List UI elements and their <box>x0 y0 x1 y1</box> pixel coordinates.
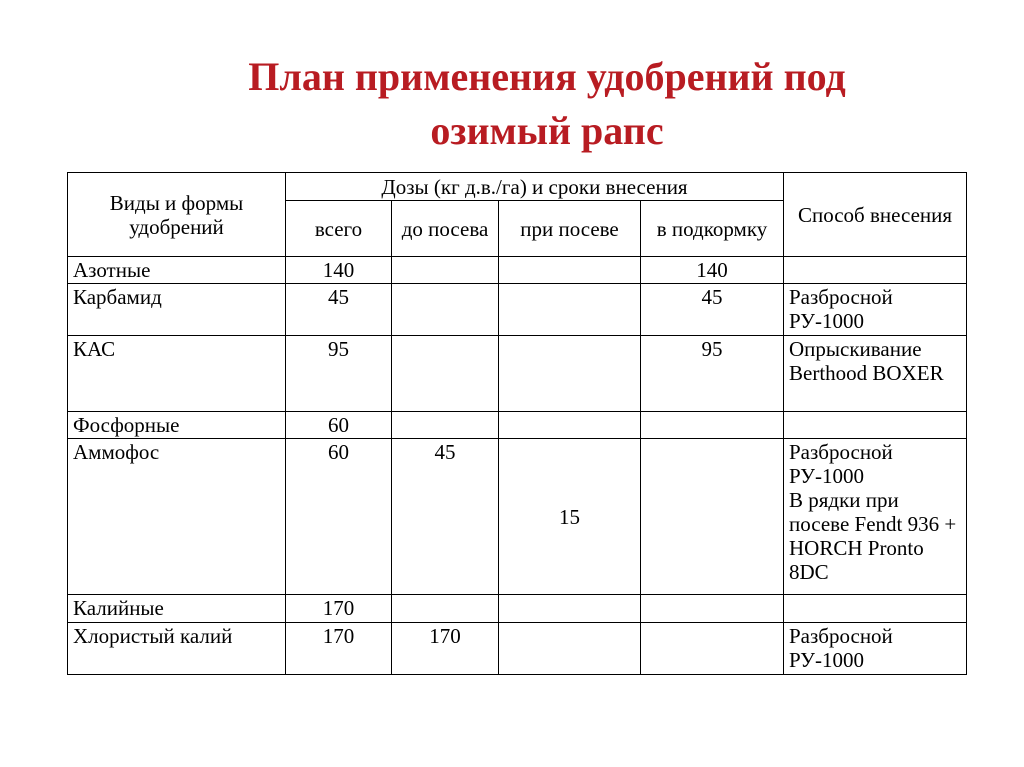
cell-total: 95 <box>286 336 392 412</box>
cell-total: 45 <box>286 284 392 336</box>
cell-topdress <box>641 595 784 623</box>
cell-before <box>392 257 499 284</box>
header-total: всего <box>286 201 392 257</box>
header-types: Виды и формы удобрений <box>68 173 286 257</box>
cell-during <box>499 257 641 284</box>
cell-before <box>392 595 499 623</box>
fertilizer-plan-table <box>67 172 967 675</box>
cell-method: Разбросной РУ-1000 <box>784 284 967 336</box>
cell-method <box>784 595 967 623</box>
cell-method: Разбросной РУ-1000 В рядки при посеве Fendt 936 + HORCH Pronto 8DC <box>784 439 967 595</box>
header-during: при посеве <box>499 201 641 257</box>
slide-title-line-1: План применения удобрений под <box>248 54 846 99</box>
cell-method <box>784 412 967 439</box>
header-topdress: в подкормку <box>641 201 784 257</box>
cell-total: 170 <box>286 623 392 675</box>
table-row <box>68 257 967 284</box>
table-header-row <box>68 173 967 201</box>
cell-method: Разбросной РУ-1000 <box>784 623 967 675</box>
cell-total: 170 <box>286 595 392 623</box>
cell-before <box>392 284 499 336</box>
cell-topdress: 140 <box>641 257 784 284</box>
table-row <box>68 439 967 595</box>
cell-name: Калийные <box>68 595 286 623</box>
header-doses: Дозы (кг д.в./га) и сроки внесения <box>286 173 784 201</box>
table-row <box>68 623 967 675</box>
cell-during <box>499 595 641 623</box>
cell-topdress: 95 <box>641 336 784 412</box>
cell-name: Азотные <box>68 257 286 284</box>
cell-total: 140 <box>286 257 392 284</box>
cell-name: Хлористый калий <box>68 623 286 675</box>
cell-topdress <box>641 412 784 439</box>
table-row <box>68 412 967 439</box>
cell-during <box>499 336 641 412</box>
cell-name: Фосфорные <box>68 412 286 439</box>
table-row <box>68 336 967 412</box>
cell-before: 170 <box>392 623 499 675</box>
table-row <box>68 595 967 623</box>
cell-total: 60 <box>286 439 392 595</box>
cell-topdress: 45 <box>641 284 784 336</box>
header-method: Способ внесения <box>784 173 967 257</box>
slide-title <box>0 50 1024 158</box>
cell-during <box>499 412 641 439</box>
cell-name: Аммофос <box>68 439 286 595</box>
cell-during: 15 <box>499 439 641 595</box>
slide-title-line-2: озимый рапс <box>430 108 664 153</box>
cell-method: Опрыскивание Berthood BOXER <box>784 336 967 412</box>
cell-total: 60 <box>286 412 392 439</box>
cell-method <box>784 257 967 284</box>
cell-before <box>392 412 499 439</box>
cell-before: 45 <box>392 439 499 595</box>
cell-during <box>499 284 641 336</box>
cell-topdress <box>641 623 784 675</box>
cell-before <box>392 336 499 412</box>
cell-topdress <box>641 439 784 595</box>
table-row <box>68 284 967 336</box>
cell-during <box>499 623 641 675</box>
cell-name: КАС <box>68 336 286 412</box>
cell-name: Карбамид <box>68 284 286 336</box>
header-before: до посева <box>392 201 499 257</box>
